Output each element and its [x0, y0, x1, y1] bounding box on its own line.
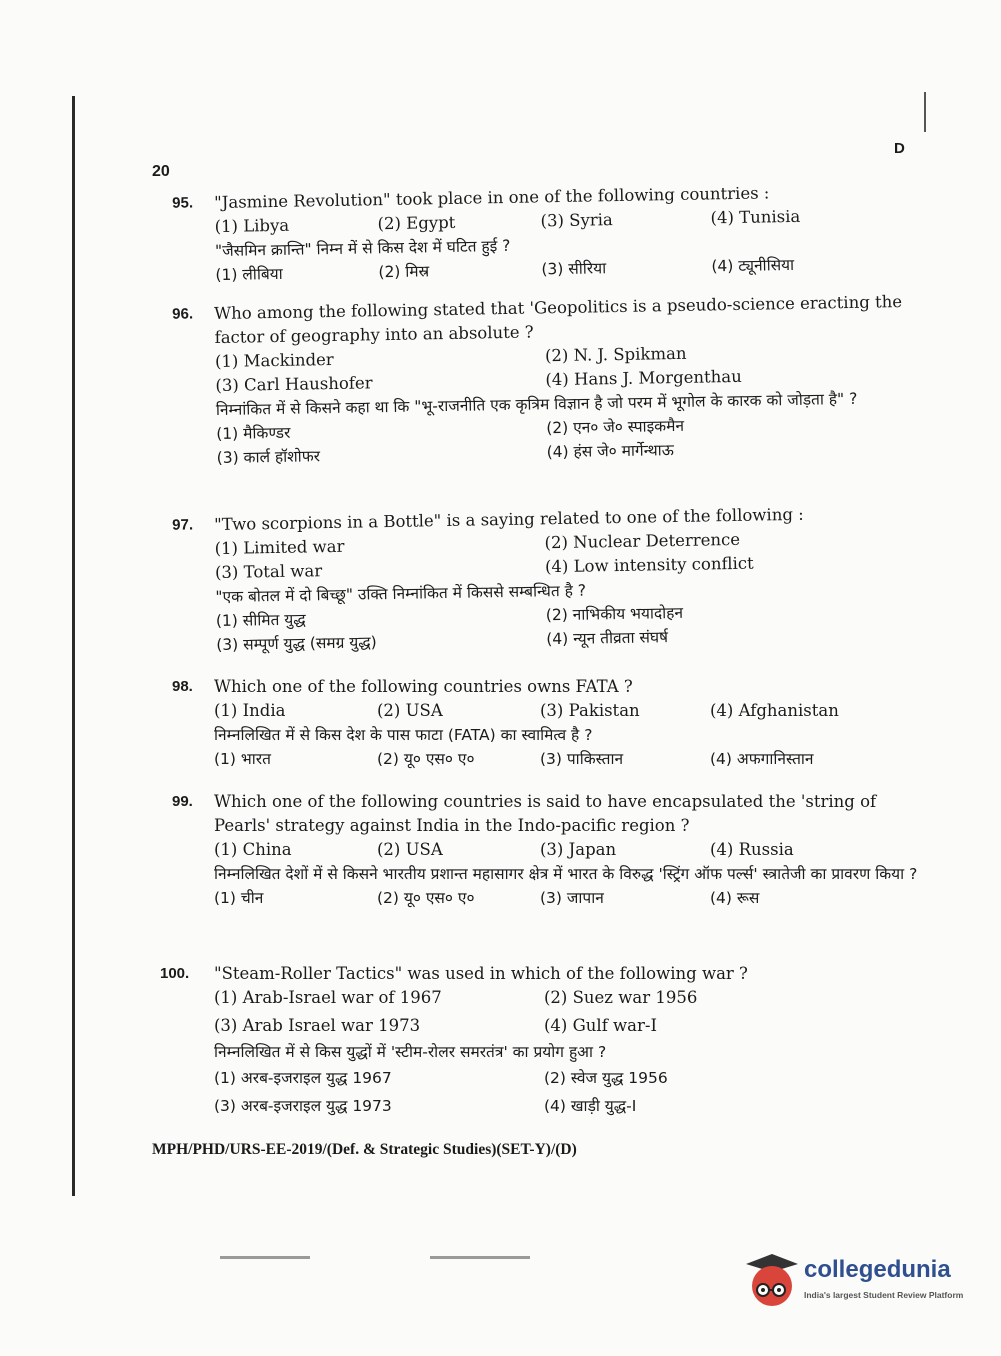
option-en: (4) Gulf war-I	[544, 1016, 657, 1035]
question-number: 100.	[160, 965, 190, 982]
option-hi: (1) भारत	[214, 750, 271, 768]
question-text-hi: निम्नलिखित में से किस युद्धों में 'स्टीम-रोलर समरतंत्र' का प्रयोग हुआ ?	[214, 1043, 607, 1061]
question-text-en: "Steam-Roller Tactics" was used in which of the following war ?	[214, 964, 748, 983]
scan-edge-line	[72, 96, 75, 1196]
page-number: 20	[152, 163, 170, 180]
question-text-hi: "एक बोतल में दो बिच्छू" उक्ति निम्नांकित में किससे सम्बन्धित है ?	[215, 581, 587, 607]
paper-code-footer: MPH/PHD/URS-EE-2019/(Def. & Strategic Studies)(SET-Y)/(D)	[152, 1141, 577, 1158]
question-100	[160, 962, 920, 1118]
scan-edge-line-right	[924, 92, 926, 132]
option-en: (1) Libya	[214, 215, 290, 237]
logo-tagline: India's largest Student Review Platform	[804, 1290, 964, 1300]
question-number: 95.	[172, 194, 194, 212]
option-hi: (2) यू० एस० ए०	[377, 750, 475, 768]
option-en: (3) Syria	[540, 210, 613, 231]
options-hi	[214, 747, 920, 771]
option-en: (2) USA	[377, 701, 443, 720]
option-hi: (1) मैकिण्डर	[216, 423, 291, 444]
option-en: (3) Pakistan	[540, 701, 640, 720]
option-hi: (4) अफगानिस्तान	[710, 750, 814, 768]
option-hi: (3) कार्ल हॉशोफर	[216, 447, 321, 468]
options-en	[214, 838, 920, 862]
option-en: (4) Low intensity conflict	[544, 553, 754, 577]
collegedunia-logo[interactable]	[742, 1250, 967, 1314]
question-text-hi: "जैसमिन क्रान्ति" निम्न में से किस देश में घटित हुई ?	[214, 236, 511, 261]
option-hi: (3) सम्पूर्ण युद्ध (समग्र युद्ध)	[216, 633, 377, 655]
option-en: (1) India	[214, 701, 286, 720]
option-hi: (1) सीमित युद्ध	[215, 610, 306, 631]
option-hi: (1) चीन	[214, 889, 264, 907]
options-en	[214, 699, 920, 723]
option-hi: (2) मिस्र	[378, 262, 430, 282]
option-en: (4) Russia	[710, 840, 794, 859]
option-hi: (2) एन० जे० स्पाइकमैन	[546, 416, 685, 438]
option-en: (1) Limited war	[214, 536, 345, 559]
mascot-icon	[742, 1250, 800, 1312]
scan-mark	[430, 1256, 530, 1259]
question-96	[160, 290, 923, 471]
option-en: (3) Total war	[214, 561, 323, 583]
question-number: 97.	[172, 516, 194, 534]
option-en: (2) Suez war 1956	[544, 988, 698, 1007]
question-text-hi: निम्नांकित में से किसने कहा था कि "भू-राजनीति एक कृत्रिम विज्ञान है जो परम में भूगोल के कारक को जोड़ता है" ?	[215, 389, 858, 420]
option-en: (4) Hans J. Morgenthau	[545, 366, 742, 390]
options-hi	[214, 886, 920, 910]
question-text-hi: निम्नलिखित देशों में से किसने भारतीय प्रशान्त महासागर क्षेत्र में भारत के विरुद्ध 'स्ट्रिंग ऑफ पर्ल्स' स्त्रातेजी का प्रावरण किया ?	[214, 865, 918, 883]
option-hi: (2) स्वेज युद्ध 1956	[544, 1069, 668, 1087]
option-en: (3) Carl Haushofer	[215, 373, 373, 396]
option-en: (1) China	[214, 840, 292, 859]
question-99	[160, 790, 920, 910]
option-hi: (3) जापान	[540, 889, 604, 907]
logo-name: collegedunia	[804, 1256, 951, 1283]
option-hi: (3) सीरिया	[541, 259, 607, 279]
question-number: 96.	[172, 305, 194, 323]
set-code: D	[894, 140, 905, 157]
question-98	[160, 675, 920, 771]
options-en	[214, 986, 920, 1038]
question-number: 99.	[172, 793, 193, 810]
option-hi: (2) नाभिकीय भयादोहन	[545, 603, 684, 625]
option-en: (1) Arab-Israel war of 1967	[214, 988, 442, 1007]
option-hi: (1) लीबिया	[215, 264, 283, 285]
option-en: (3) Arab Israel war 1973	[214, 1016, 421, 1035]
question-text-en: Who among the following stated that 'Geopolitics is a pseudo-science eracting the factor of geography into an absolute ?	[214, 292, 903, 348]
question-text-hi: निम्नलिखित में से किस देश के पास फाटा (FATA) का स्वामित्व है ?	[214, 726, 593, 744]
scan-mark	[220, 1256, 310, 1259]
question-number: 98.	[172, 678, 193, 695]
question-text-en: "Jasmine Revolution" took place in one of the following countries :	[214, 183, 770, 213]
option-hi: (4) खाड़ी युद्ध-I	[544, 1097, 637, 1115]
question-95	[160, 179, 922, 288]
option-hi: (3) अरब-इजराइल युद्ध 1973	[214, 1097, 392, 1115]
question-97	[160, 501, 922, 658]
option-en: (2) Nuclear Deterrence	[544, 529, 741, 553]
options-hi	[214, 1066, 920, 1118]
option-en: (3) Japan	[540, 840, 617, 859]
option-hi: (4) रूस	[710, 889, 760, 907]
question-text-en: Which one of the following countries is said to have encapsulated the 'string of Pearls' strategy against India in the Indo-pacific region ?	[214, 792, 877, 835]
question-text-en: "Two scorpions in a Bottle" is a saying related to one of the following :	[214, 504, 804, 535]
option-hi: (2) यू० एस० ए०	[377, 889, 475, 907]
question-text-en: Which one of the following countries owns FATA ?	[214, 677, 633, 696]
option-hi: (4) ट्यूनीसिया	[711, 255, 795, 276]
option-en: (4) Tunisia	[710, 206, 801, 228]
option-en: (2) N. J. Spikman	[544, 343, 687, 366]
option-en: (2) USA	[377, 840, 443, 859]
option-en: (4) Afghanistan	[710, 701, 839, 720]
option-hi: (3) पाकिस्तान	[540, 750, 624, 768]
option-en: (2) Egypt	[377, 212, 456, 234]
option-en: (1) Mackinder	[214, 349, 334, 372]
option-hi: (1) अरब-इजराइल युद्ध 1967	[214, 1069, 392, 1087]
option-hi: (4) न्यून तीव्रता संघर्ष	[546, 628, 669, 649]
option-hi: (4) हंस जे० मार्गेन्थाऊ	[546, 441, 675, 462]
